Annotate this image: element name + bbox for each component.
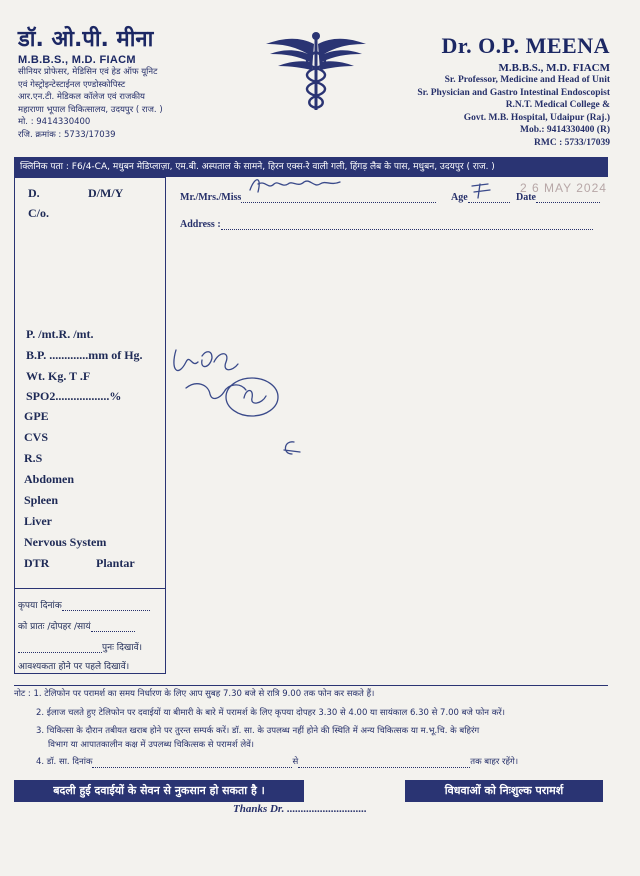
- exam-gpe: GPE: [24, 409, 49, 423]
- doctor-name-hindi: डॉ. ओ.पी. मीना: [18, 27, 154, 52]
- note-2: 2. ईलाज चलते हुए टेलिफोन पर दवाईयों या बीमारी के बारे में परामर्श के लिए कृपया दोपहर 3.30 से 4.00 या सायंकाल 6.30 से 7.00 बजे फोन करें।: [36, 708, 505, 718]
- header-right-line: RMC : 5733/17039: [534, 137, 610, 148]
- handwritten-patient-name: [250, 180, 340, 192]
- notes-divider: [14, 685, 608, 686]
- dtr-label: DTR: [24, 556, 50, 570]
- box-date-label: D.: [28, 186, 40, 200]
- pulse-resp-label: P. /mt.R. /mt.: [26, 327, 94, 341]
- doctor-name-english: Dr. O.P. MEENA: [441, 33, 610, 58]
- exam-nervous-system: Nervous System: [24, 535, 107, 549]
- date-stamp: 2 6 MAY 2024: [520, 181, 607, 195]
- weight-temp-label: Wt. Kg. T .F: [26, 369, 91, 383]
- followup-early-visit: आवश्यकता होने पर पहले दिखावें।: [18, 662, 130, 672]
- handwritten-mark: [284, 442, 300, 454]
- handwritten-note-line2: [186, 384, 246, 399]
- degree-right: M.B.B.S., M.D. FIACM: [498, 62, 610, 74]
- header-left-line: आर.एन.टी. मेडिकल कॉलेज एवं राजकीय: [18, 92, 145, 102]
- exam-cvs: CVS: [24, 430, 49, 444]
- address-label: Address :: [180, 219, 221, 230]
- header-left-line: मो. : 9414330400: [18, 117, 91, 127]
- header-right-line: Govt. M.B. Hospital, Udaipur (Raj.): [463, 112, 610, 123]
- header-left-line: रजि. क्रमांक : 5733/17039: [18, 129, 116, 140]
- header-left-line: सीनियर प्रोफेसर, मेडिसिन एवं हेड ऑफ यूनिट: [18, 67, 158, 77]
- name-label: Mr./Mrs./Miss: [180, 192, 242, 203]
- note-3-cont: विभाग या आपातकालीन कक्ष में उपलब्ध चिकित्सक से परामर्श लेवें।: [48, 740, 255, 750]
- exam-spleen: Spleen: [24, 493, 59, 507]
- note-3: 3. चिकित्सा के दौरान तबीयत खराब होने पर तुरन्त सम्पर्क करें। डॉ. सा. के उपलब्ध नहीं होने की स्थिति में अन्य चिकित्सक या म.भू.चि. के बहिरंग: [36, 726, 480, 736]
- exam-abdomen: Abdomen: [24, 472, 75, 486]
- warning-bar: बदली हुई दवाईयों के सेवन से नुकसान हो सकता है ।: [14, 780, 304, 802]
- followup-revisit-line: पुनः दिखावें।: [18, 640, 142, 653]
- exam-liver: Liver: [24, 514, 52, 528]
- note-4: 4. डॉ. सा. दिनांक से तक बाहर रहेंगे।: [36, 757, 519, 767]
- bp-label: B.P. .............mm of Hg.: [26, 348, 143, 362]
- spo2-label: SPO2..................%: [26, 389, 122, 403]
- followup-date-line: कृपया दिनांक: [18, 598, 150, 611]
- header-right-line: Sr. Physician and Gastro Intestinal Endoscopist: [417, 87, 610, 98]
- header-right-line: Mob.: 9414330400 (R): [520, 125, 610, 135]
- plantar-label: Plantar: [96, 556, 135, 570]
- degree-left: M.B.B.S., M.D. FIACM: [18, 54, 136, 66]
- note-1: नोट : 1. टेलिफोन पर परामर्श का समय निर्धारण के लिए आप सुबह 7.30 बजे से रात्रि 9.00 तक फोन कर सकते हैं।: [14, 689, 375, 699]
- header-right-line: R.N.T. Medical College &: [505, 100, 610, 110]
- box-dmy-label: D/M/Y: [88, 186, 124, 200]
- thanks-signature-line: Thanks Dr. .............................: [233, 803, 367, 815]
- clinic-address-bar: क्लिनिक पता : F6/4-CA, मधुबन मेडिप्लाज़ा, एम.बी. अस्पताल के सामने, हिरन एक्स-रे वाली गली, हिंगड़ लैब के पास, मधुबन, उदयपुर ( राज. ): [14, 157, 608, 177]
- followup-time-line: को प्रातः /दोपहर /सायं: [18, 619, 135, 632]
- care-of-label: C/o.: [28, 206, 49, 220]
- exam-rs: R.S: [24, 451, 43, 465]
- handwritten-note-line1: [174, 350, 238, 371]
- age-label: Age: [451, 192, 468, 203]
- header-left-line: एवं गेस्ट्रोइन्टेस्टाईनल एण्डोस्कोपिस्ट: [18, 79, 126, 90]
- header-right-line: Sr. Professor, Medicine and Head of Unit: [444, 75, 610, 85]
- free-consult-bar: विधवाओं को निःशुल्क परामर्श: [405, 780, 603, 802]
- date-label: Date: [516, 192, 536, 203]
- header-left-line: महाराणा भूपाल चिकित्सालय, उदयपुर ( राज. ): [18, 104, 163, 115]
- handwritten-age: [472, 184, 490, 198]
